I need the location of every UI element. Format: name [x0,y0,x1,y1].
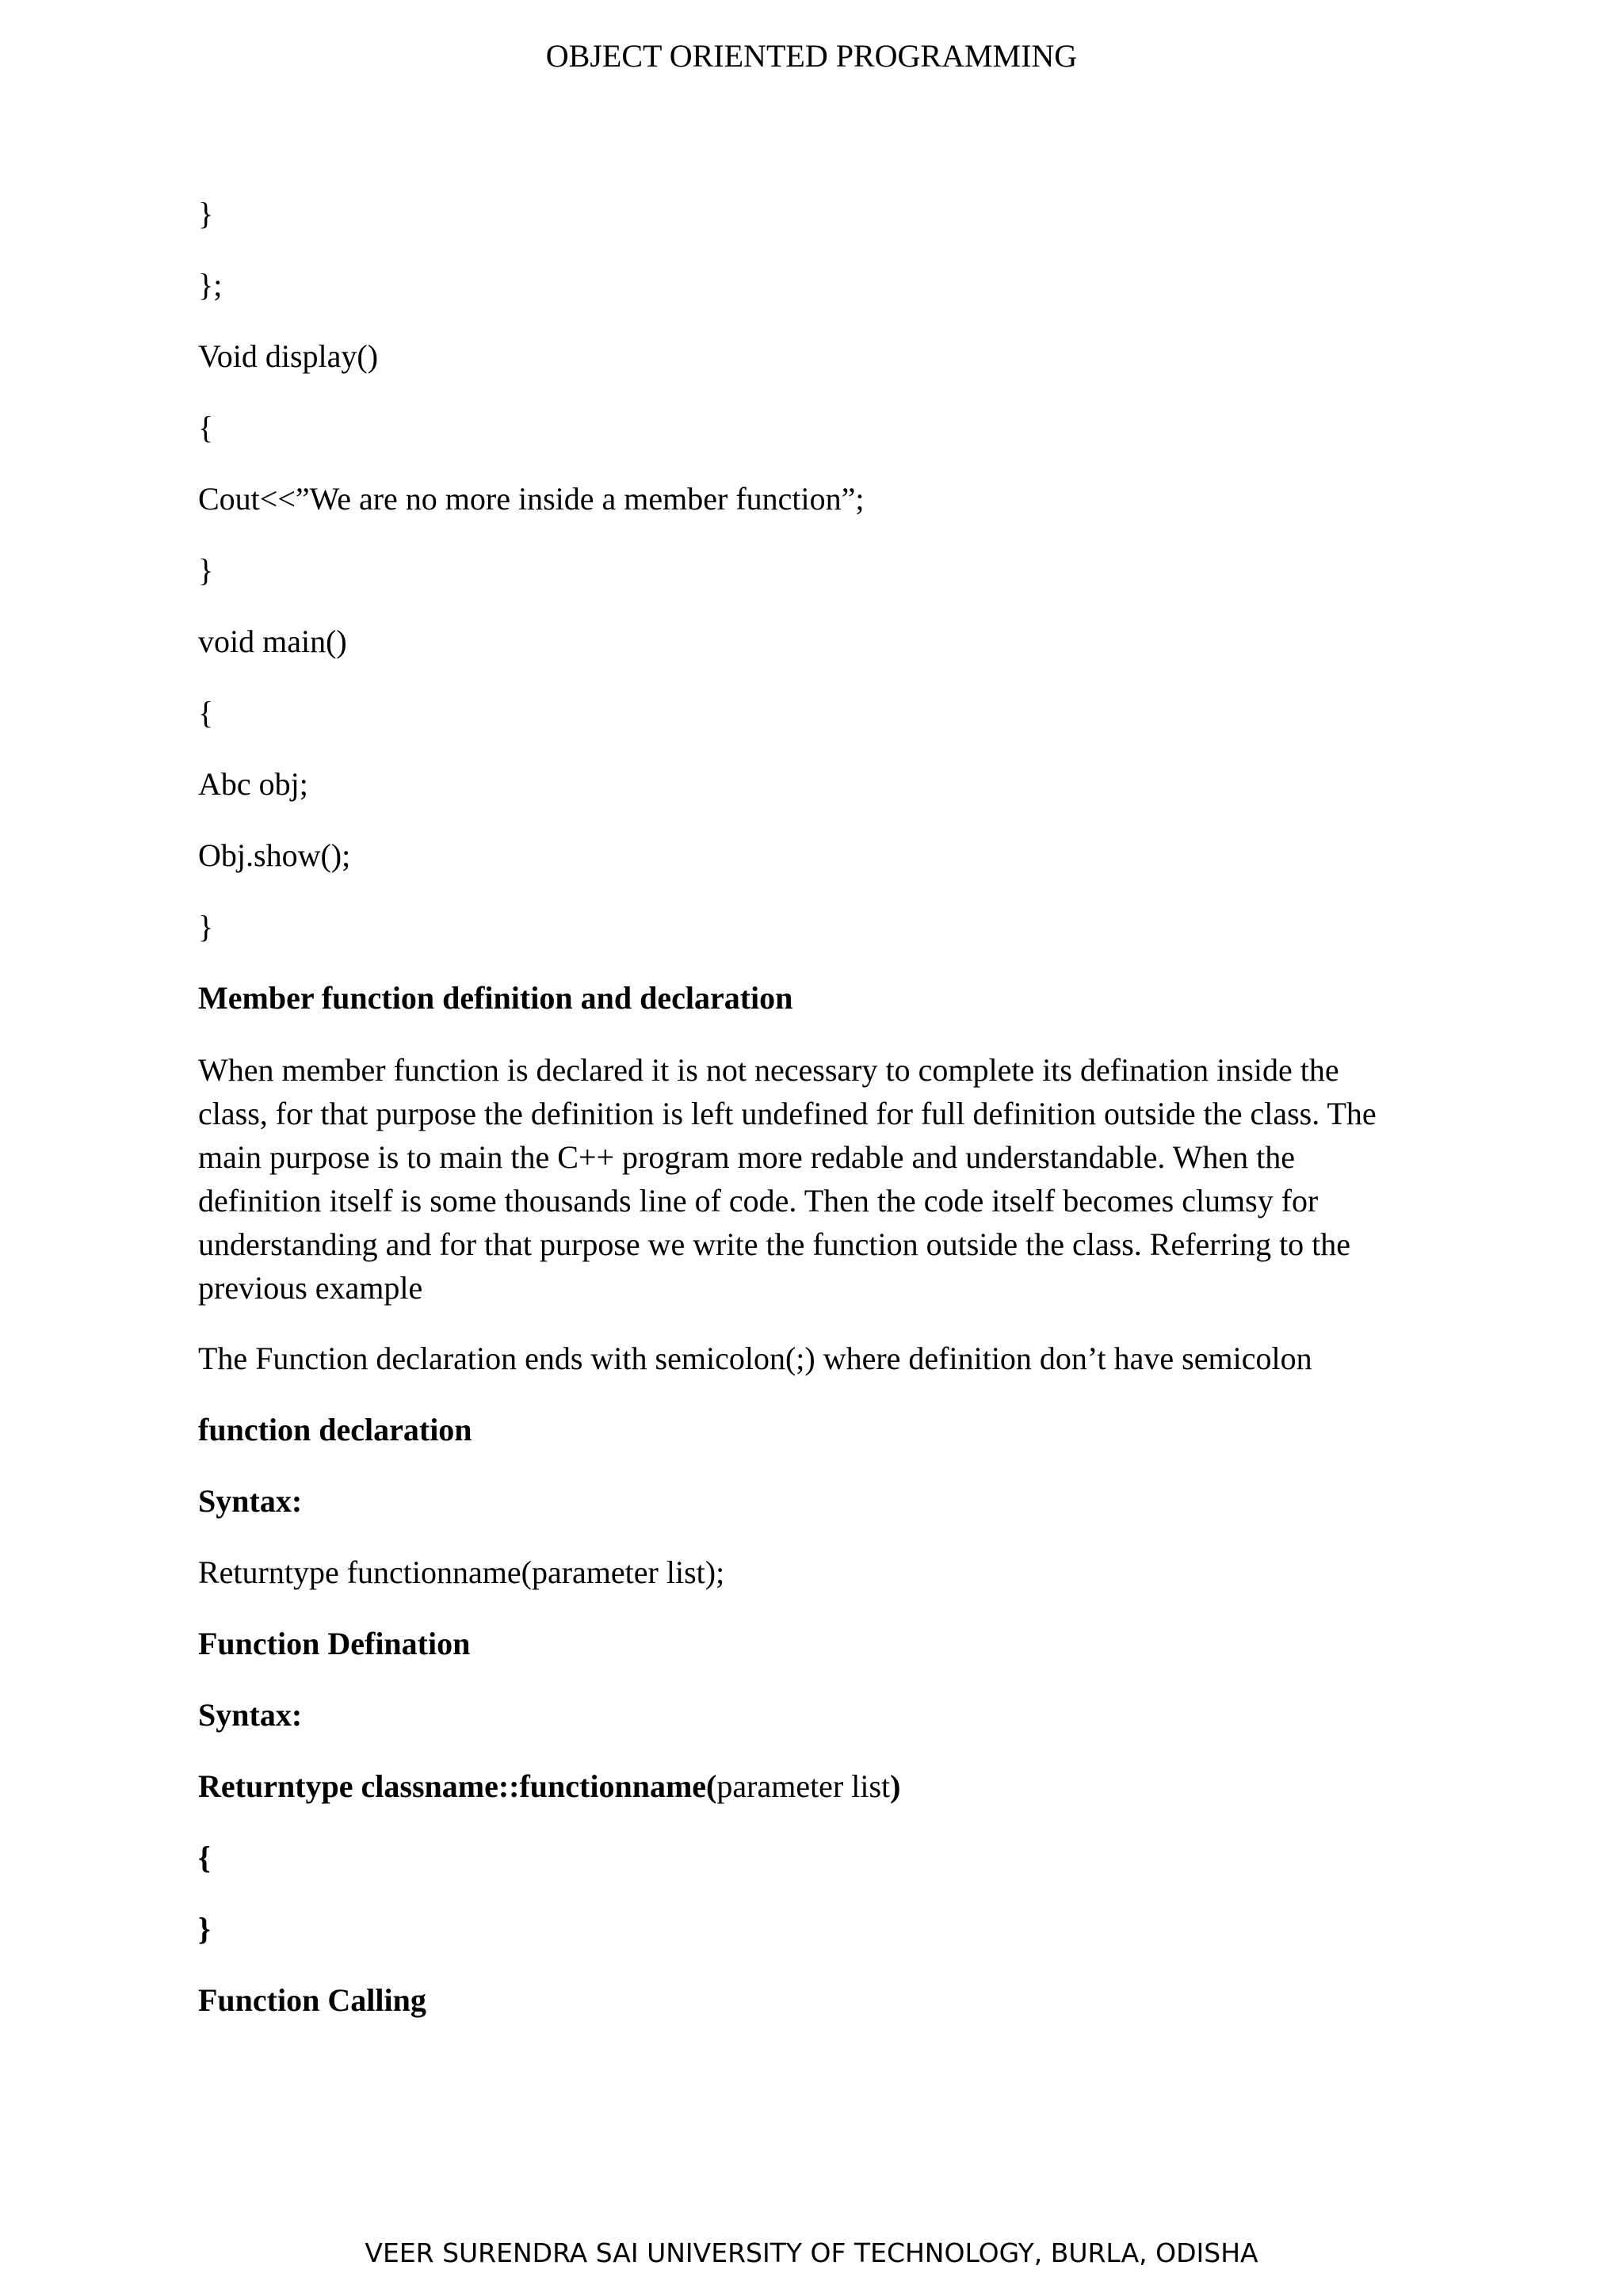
section-heading: Member function definition and declaration [198,980,793,1016]
code-line: Abc obj; [198,766,308,802]
page-content [198,190,1434,2048]
body-paragraph [198,1048,1434,1310]
declaration-syntax-label: Syntax: [198,1483,303,1519]
definition-open-brace: { [198,1840,211,1875]
definition-syntax-suffix: ) [890,1768,901,1804]
calling-heading: Function Calling [198,1982,426,2018]
definition-close-brace: } [198,1911,211,1947]
definition-syntax-params: parameter list [716,1768,891,1804]
paragraph-line: understanding and for that purpose we write the function outside the class. Referring to the [198,1226,1351,1262]
paragraph-line: previous example [198,1270,423,1306]
declaration-heading: function declaration [198,1412,472,1447]
page-footer: VEER SURENDRA SAI UNIVERSITY OF TECHNOLOGY, BURLA, ODISHA [365,2237,1258,2268]
code-line: } [198,552,214,588]
code-line: } [198,909,214,944]
paragraph-line: main purpose is to main the C++ program more redable and understandable. When the [198,1139,1295,1175]
paragraph-line: class, for that purpose the definition is left undefined for full definition outside the class. The [198,1096,1377,1131]
code-line: Void display() [198,338,379,374]
definition-syntax-prefix: Returntype classname::functionname( [198,1768,717,1804]
code-line: { [198,695,214,730]
code-line: void main() [198,624,347,659]
code-line: } [198,196,214,231]
paragraph-line: When member function is declared it is not necessary to complete its defination inside the [198,1052,1339,1088]
semicolon-note: The Function declaration ends with semicolon(;) where definition don’t have semicolon [198,1341,1312,1376]
code-line: Cout<<”We are no more inside a member function”; [198,481,865,517]
definition-heading: Function Defination [198,1626,471,1661]
code-line: }; [198,267,223,303]
code-line: { [198,410,214,445]
paragraph-line: definition itself is some thousands line of code. Then the code itself becomes clumsy for [198,1183,1319,1219]
code-line: Obj.show(); [198,837,351,873]
definition-syntax-label: Syntax: [198,1697,303,1733]
definition-syntax [198,1763,1434,1834]
declaration-syntax: Returntype functionname(parameter list); [198,1554,725,1590]
page-header-title: OBJECT ORIENTED PROGRAMMING [545,38,1078,74]
